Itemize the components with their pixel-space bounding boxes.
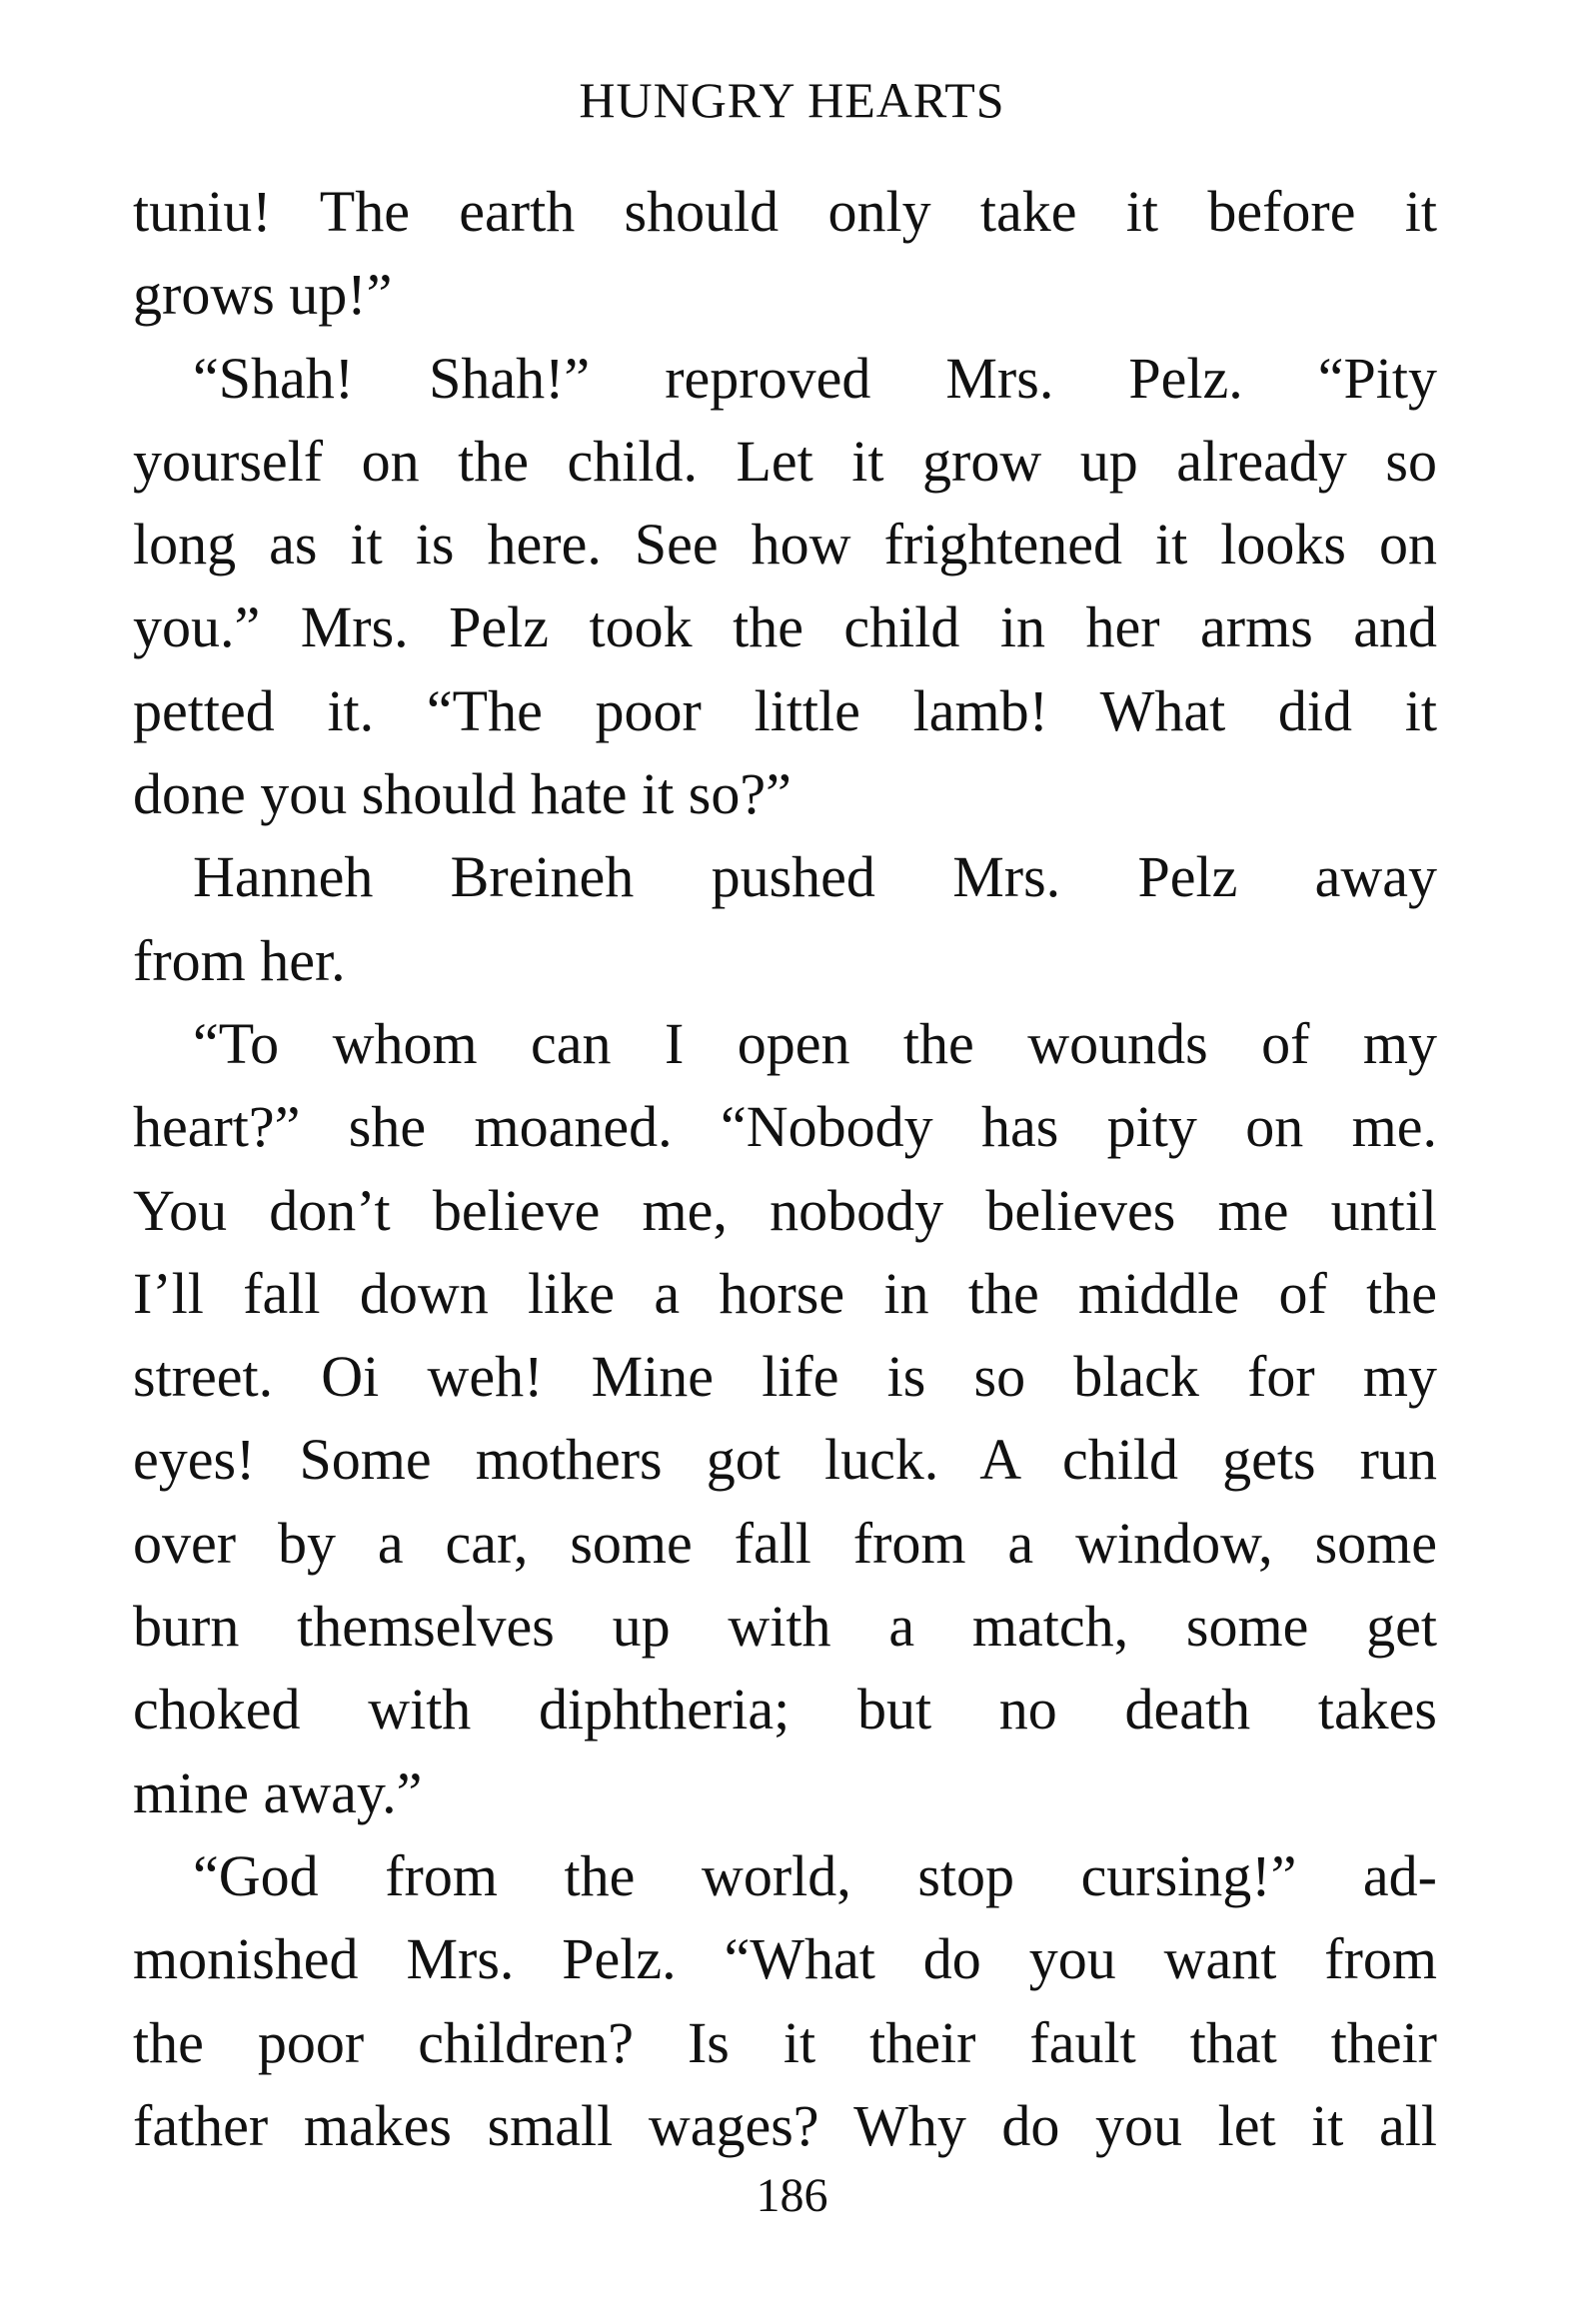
text-line-13: You don’t believe me, nobody believes me until [133, 1177, 1437, 1243]
text-line-15: street. Oi weh! Mine life is so black for my [133, 1344, 1437, 1410]
page-number: 186 [756, 2169, 828, 2222]
text-line-12: heart?” she moaned. “Nobody has pity on me. [133, 1094, 1437, 1160]
text-line-5: long as it is here. See how frightened it looks on [133, 512, 1437, 578]
text-line-17: over by a car, some fall from a window, some [133, 1510, 1437, 1576]
text-line-23: the poor children? Is it their fault that their [133, 2009, 1437, 2075]
text-line-2: grows up!” [133, 262, 393, 328]
text-line-9: Hanneh Breineh pushed Mrs. Pelz away [193, 844, 1437, 910]
text-line-3: “Shah! Shah!” reproved Mrs. Pelz. “Pity [193, 345, 1437, 411]
text-line-24: father makes small wages? Why do you let it all [133, 2092, 1437, 2158]
text-line-10: from her. [133, 927, 346, 993]
text-line-8: done you should hate it so?” [133, 761, 792, 827]
text-line-22: monished Mrs. Pelz. “What do you want from [133, 1926, 1437, 1992]
text-line-19: choked with diphtheria; but no death takes [133, 1677, 1437, 1743]
running-head-title: HUNGRY HEARTS [579, 72, 1005, 128]
text-line-16: eyes! Some mothers got luck. A child gets run [133, 1427, 1437, 1493]
body-text [133, 170, 1437, 2167]
text-line-6: you.” Mrs. Pelz took the child in her arms and [133, 594, 1437, 660]
text-line-20: mine away.” [133, 1759, 423, 1825]
text-line-18: burn themselves up with a match, some get [133, 1594, 1437, 1660]
text-line-7: petted it. “The poor little lamb! What did it [133, 677, 1437, 743]
text-line-14: I’ll fall down like a horse in the middle of the [133, 1260, 1437, 1326]
text-line-21: “God from the world, stop cursing!” ad- [193, 1842, 1437, 1908]
text-line-1: tuniu! The earth should only take it before it [133, 179, 1437, 244]
text-line-4: yourself on the child. Let it grow up already so [133, 428, 1437, 494]
text-line-11: “To whom can I open the wounds of my [193, 1010, 1437, 1076]
